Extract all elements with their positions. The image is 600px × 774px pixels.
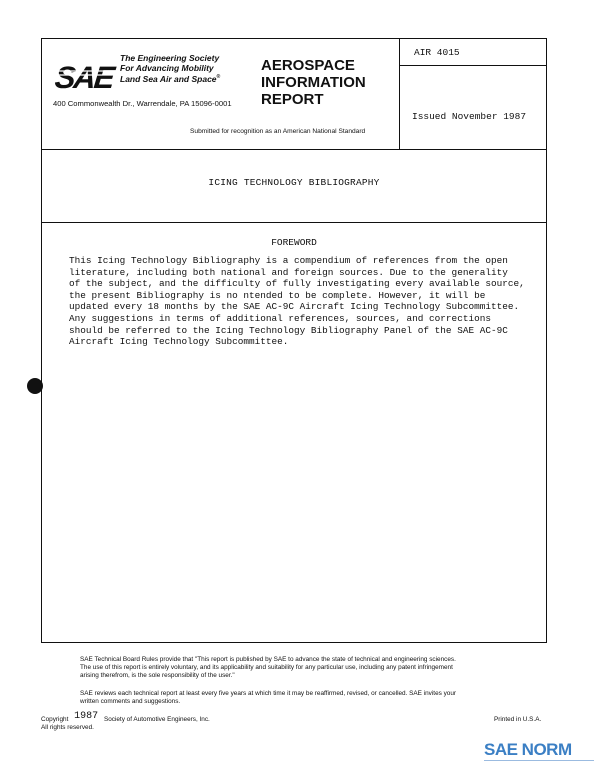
punch-hole-mark [27,378,43,394]
docnum-divider [399,65,546,66]
document-number: AIR 4015 [414,47,460,58]
rights-reserved: All rights reserved. [41,724,94,731]
submitted-note: Submitted for recognition as an American National Standard [190,128,366,135]
review-notice: SAE reviews each technical report at least every five years at which time it may be reaffirmed, revised, or cancelled. SAE invites your written comments and suggestions. [80,690,457,705]
copyright-year: 1987 [74,711,99,722]
issued-date: Issued November 1987 [412,111,527,122]
report-frame [41,38,547,643]
title-divider [42,222,546,223]
printed-in: Printed in U.S.A. [494,716,542,723]
sae-address: 400 Commonwealth Dr., Warrendale, PA 15096-0001 [53,99,232,108]
header-divider-vertical [399,39,400,149]
sae-logo-speed-lines [55,68,123,80]
document-title: ICING TECHNOLOGY BIBLIOGRAPHY [208,177,380,188]
foreword-body: This Icing Technology Bibliography is a compendium of references from the open literature, including both national and foreign sources. Due to the generality of the subject, and the difficulty of fully investigating every available source, the present Bibliography is no ntended to be complete. However, it will be updated every 18 months by the SAE AC-9C Aircraft Icing Technology Subcommittee. Any suggestions in terms of additional references, sources, and corrections should be referred to the Icing Technology Bibliography Panel of the SAE AC-9C Aircraft Icing Technology Subcommittee. [69,255,525,348]
sae-logo: SAE [53,60,115,95]
policy-notice: SAE Technical Board Rules provide that "This report is published by SAE to advance the state of technical and engineering sciences. The use of this report is entirely voluntary, and its applicability and suitability for any particular use, including any patent infringement arising therefrom, is the sole responsibility of the user." [80,656,456,679]
header-divider [42,149,546,150]
copyright: Copyright 1987 Society of Automotive Engineers, Inc. All rights reserved. [41,711,210,731]
sae-norm-watermark: SAE NORM [484,740,572,759]
report-type: AEROSPACE INFORMATION REPORT [261,57,366,108]
foreword-heading: FOREWORD [271,237,317,248]
sae-tagline: The Engineering Society For Advancing Mobility Land Sea Air and Space® [120,53,221,84]
watermark-underline [484,760,594,764]
